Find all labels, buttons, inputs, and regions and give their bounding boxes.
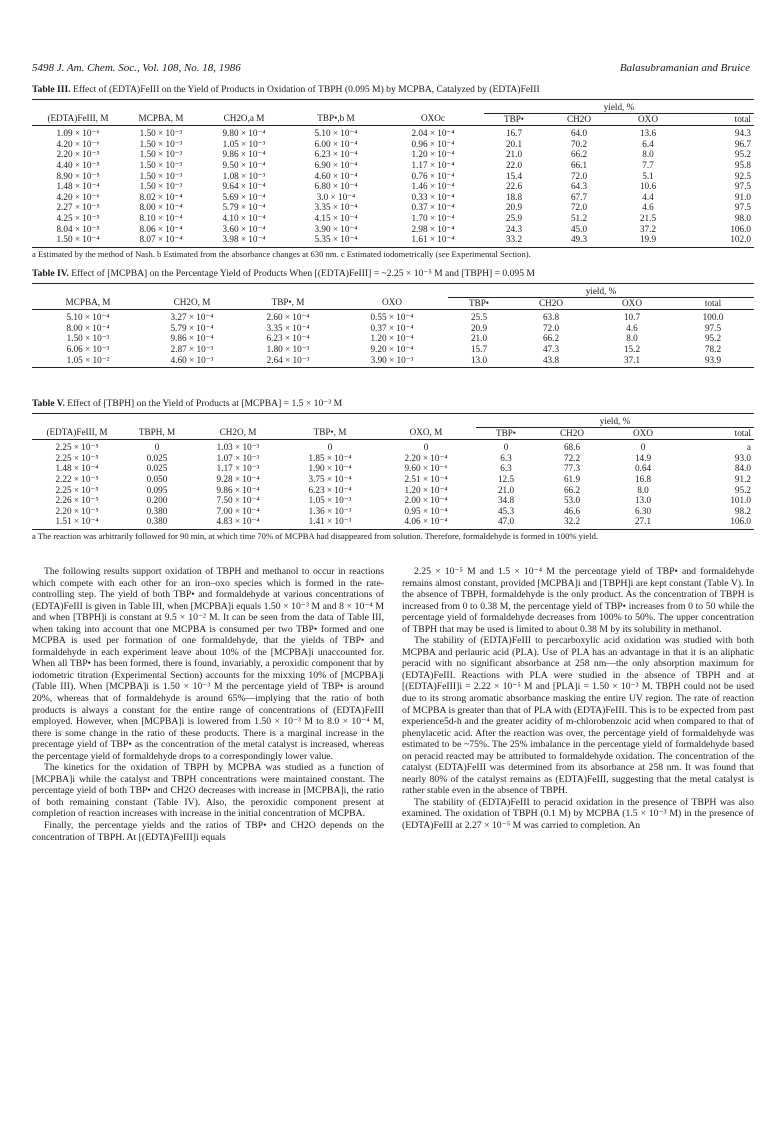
table-cell: 2.98 × 10⁻⁴ <box>411 223 455 234</box>
table-cell: 94.3 <box>734 128 751 139</box>
table-cell: 21.0 <box>470 333 488 344</box>
table5-col-header: OXO <box>608 427 678 440</box>
table5-col-header: OXO, M <box>376 427 476 440</box>
table-cell: 4.25 × 10⁻⁵ <box>56 212 100 223</box>
table-cell: 9.86 × 10⁻⁴ <box>216 484 260 495</box>
table-cell: 3.60 × 10⁻⁴ <box>222 223 266 234</box>
table-cell: 68.6 <box>563 442 581 453</box>
table-cell: 1.20 × 10⁻⁴ <box>404 484 448 495</box>
table-cell: 6.23 × 10⁻⁴ <box>314 149 358 160</box>
table-cell: 0.96 × 10⁻⁴ <box>411 138 455 149</box>
running-header-right: Balasubramanian and Bruice <box>619 62 750 74</box>
table-cell: 0.55 × 10⁻⁴ <box>370 312 414 323</box>
table4-col-header: OXO <box>336 297 448 310</box>
table-cell: 1.50 × 10⁻³ <box>139 128 183 139</box>
table-cell: 61.9 <box>563 473 581 484</box>
table5-col-header: CH2O, M <box>192 427 284 440</box>
table-cell: 9.60 × 10⁻⁶ <box>404 463 448 474</box>
table5-col-header: TBPH, M <box>122 427 192 440</box>
table-cell: 2.25 × 10⁻⁵ <box>55 484 99 495</box>
table-cell: 6.3 <box>500 463 512 474</box>
table-row <box>32 506 754 517</box>
table-cell: 1.50 × 10⁻³ <box>139 138 183 149</box>
table-cell: 2.87 × 10⁻³ <box>170 343 214 354</box>
table-cell: 46.6 <box>563 505 581 516</box>
table-cell: 24.3 <box>505 223 523 234</box>
table-cell: 2.20 × 10⁻⁴ <box>404 452 448 463</box>
table-cell: 9.64 × 10⁻⁴ <box>222 181 266 192</box>
table4-caption <box>32 268 754 280</box>
table-cell: 37.1 <box>623 354 641 365</box>
table-cell: 12.5 <box>497 473 515 484</box>
table-cell: 66.1 <box>570 159 588 170</box>
body-column-right <box>402 566 754 832</box>
table-cell: 2.64 × 10⁻³ <box>266 354 310 365</box>
table-cell: 8.0 <box>637 484 649 495</box>
table-cell: 9.80 × 10⁻⁴ <box>222 128 266 139</box>
table-cell: 51.2 <box>570 212 588 223</box>
table-cell: 2.04 × 10⁻⁴ <box>411 128 455 139</box>
table-cell: 1.17 × 10⁻³ <box>216 463 260 474</box>
body-paragraph: The kinetics for the oxidation of TBPH by MCPBA was studied as a function of [MCPBA]i while the catalyst and TBPH concentrations were maintained constant. The percentage yield of both TBP• and CH2O decreases with increase in [MCPBA]i, the ratio of both remaining constant (Table IV). Also, the peroxidic component present at completion of reaction increases with increase in the initial concentration of MCPBA. <box>32 762 384 820</box>
table5-col-header: TBP• <box>476 427 536 440</box>
table-cell: 6.80 × 10⁻⁴ <box>314 181 358 192</box>
table-cell: 2.27 × 10⁻⁵ <box>56 202 100 213</box>
table-cell: 3.27 × 10⁻⁴ <box>170 312 214 323</box>
table-cell: 8.00 × 10⁻⁴ <box>66 322 110 333</box>
table-cell: 1.36 × 10⁻³ <box>308 505 352 516</box>
table-cell: 4.83 × 10⁻⁴ <box>216 516 260 527</box>
table-cell: 47.3 <box>542 343 560 354</box>
table-row <box>32 495 754 506</box>
table4-label: Table IV. <box>32 268 69 279</box>
table-cell: 2.25 × 10⁻⁵ <box>55 442 99 453</box>
table5-col-header: (EDTA)FeIII, M <box>32 427 122 440</box>
table-cell: 4.6 <box>642 202 654 213</box>
table-cell: 20.9 <box>505 202 523 213</box>
table-row <box>32 192 754 203</box>
table-cell: 0.380 <box>146 505 168 516</box>
table-cell: 1.51 × 10⁻⁴ <box>55 516 99 527</box>
table-cell: 4.40 × 10⁻⁵ <box>56 159 100 170</box>
body-column-left <box>32 566 384 843</box>
table-cell: 18.8 <box>505 191 523 202</box>
table-cell: 3.75 × 10⁻⁴ <box>308 473 352 484</box>
table-cell: 22.6 <box>505 181 523 192</box>
table-row <box>32 202 754 213</box>
table-cell: 1.05 × 10⁻³ <box>222 138 266 149</box>
table-cell: 2.20 × 10⁻⁵ <box>56 149 100 160</box>
table-cell: 13.0 <box>470 354 488 365</box>
body-paragraph: The stability of (EDTA)FeIII to peracid oxidation in the presence of TBPH was also examined. The oxidation of TBPH (0.1 M) by MCPBA (1.5 × 10⁻³ M) in the presence of (EDTA)FeIII at 2.27 × 10⁻⁵ M was carried to completion. An <box>402 796 754 832</box>
table-cell: 9.50 × 10⁻⁴ <box>222 159 266 170</box>
table-cell: 16.7 <box>505 128 523 139</box>
table3-col-header: CH2O,a M <box>198 113 290 126</box>
table-cell: 66.2 <box>563 484 581 495</box>
table3-col-header: CH2O <box>544 113 614 126</box>
table-cell: 13.6 <box>639 128 657 139</box>
table-cell: 3.90 × 10⁻³ <box>370 354 414 365</box>
table-cell: 0.050 <box>146 473 168 484</box>
table-cell: 9.28 × 10⁻⁴ <box>216 473 260 484</box>
table-cell: 5.35 × 10⁻⁴ <box>314 234 358 245</box>
table-row <box>32 160 754 171</box>
table4-title: Effect of [MCPBA] on the Percentage Yield of Products When [(EDTA)FeIII] = ~2.25 × 10⁻⁵ M and [TBPH] = 0.095 M <box>71 268 535 279</box>
table-cell: 3.0 × 10⁻⁴ <box>316 191 356 202</box>
table-cell: 8.06 × 10⁻⁴ <box>139 223 183 234</box>
table-cell: 1.03 × 10⁻³ <box>216 442 260 453</box>
table-cell: 4.6 <box>626 322 638 333</box>
table-cell: 97.5 <box>704 322 722 333</box>
table-cell: 19.9 <box>639 234 657 245</box>
table-cell: 93.9 <box>704 354 722 365</box>
table-cell: 100.0 <box>702 312 724 323</box>
table-cell: 2.60 × 10⁻⁴ <box>266 312 310 323</box>
table-cell: 21.0 <box>497 484 515 495</box>
table-cell: 0.37 × 10⁻⁴ <box>370 322 414 333</box>
table-cell: 0.025 <box>146 452 168 463</box>
table-cell: 1.46 × 10⁻⁴ <box>411 181 455 192</box>
table-cell: 0 <box>327 442 333 453</box>
table-cell: 0.76 × 10⁻⁴ <box>411 170 455 181</box>
table-cell: 91.2 <box>734 473 751 484</box>
table-cell: 6.23 × 10⁻⁴ <box>266 333 310 344</box>
table-cell: 5.79 × 10⁻⁴ <box>222 202 266 213</box>
table-cell: 0 <box>154 442 160 453</box>
table3-yield-header: yield, % <box>484 100 754 114</box>
table-row <box>32 344 754 355</box>
table-cell: 1.05 × 10⁻² <box>66 354 110 365</box>
table-cell: 6.90 × 10⁻⁴ <box>314 159 358 170</box>
table-cell: 8.10 × 10⁻⁴ <box>139 212 183 223</box>
table-cell: 95.2 <box>734 484 751 495</box>
table-cell: 4.4 <box>642 191 654 202</box>
table-cell: 5.1 <box>642 170 654 181</box>
table-cell: 21.0 <box>505 149 523 160</box>
running-header-left: 5498 J. Am. Chem. Soc., Vol. 108, No. 18, 1986 <box>32 62 241 74</box>
table-cell: 3.98 × 10⁻⁴ <box>222 234 266 245</box>
table3-col-header: OXO <box>614 113 682 126</box>
table-cell: 1.50 × 10⁻³ <box>139 181 183 192</box>
table-cell: 95.2 <box>704 333 722 344</box>
table4-col-header: MCPBA, M <box>32 297 144 310</box>
table-cell: 0.095 <box>146 484 168 495</box>
table-cell: 91.0 <box>734 191 751 202</box>
table3-col-header: OXOc <box>382 113 484 126</box>
table-cell: 84.0 <box>734 463 751 474</box>
table-cell: 13.0 <box>634 495 652 506</box>
table-cell: 0.025 <box>146 463 168 474</box>
table-cell: 93.0 <box>734 452 751 463</box>
table-cell: 0.64 <box>634 463 652 474</box>
table-cell: 0 <box>423 442 429 453</box>
table-cell: 1.90 × 10⁻⁴ <box>308 463 352 474</box>
table-cell: 8.07 × 10⁻⁴ <box>139 234 183 245</box>
table-cell: 97.5 <box>734 202 751 213</box>
table5-caption <box>32 398 754 410</box>
table-cell: 6.23 × 10⁻⁴ <box>308 484 352 495</box>
body-paragraph: 2.25 × 10⁻⁵ M and 1.5 × 10⁻⁴ M the percentage yield of TBP• and formaldehyde remains almost constant, provided [MCPBA]i and [TBPH]i are kept constant (Table V). In the absence of TBPH, formaldehyde is the only product. As the concentration of TBPH is increased from 0 to 0.38 M, the percentage yield of TBP• increases from 0 to 50 while the percentage yield of formaldehyde decreases from 100% to 50%. The upper concentration of TBPH that may be used is limited to about 0.38 M by its solubility in methanol. <box>402 566 754 635</box>
table-cell: 4.15 × 10⁻⁴ <box>314 212 358 223</box>
table-cell: 2.20 × 10⁻⁵ <box>55 505 99 516</box>
table-row <box>32 139 754 150</box>
table-cell: 106.0 <box>730 223 751 234</box>
table-cell: 66.2 <box>542 333 560 344</box>
table-cell: 20.9 <box>470 322 488 333</box>
table4-col-header: CH2O <box>510 297 592 310</box>
table-cell: 3.90 × 10⁻⁴ <box>314 223 358 234</box>
table-cell: 98.0 <box>734 212 751 223</box>
table-cell: 77.3 <box>563 463 581 474</box>
table3-col-header: TBP• <box>484 113 544 126</box>
table-row <box>32 440 754 453</box>
table-cell: 1.07 × 10⁻³ <box>216 452 260 463</box>
table-cell: 3.35 × 10⁻⁴ <box>314 202 358 213</box>
table-cell: 72.0 <box>542 322 560 333</box>
body-paragraph: Finally, the percentage yields and the ratios of TBP• and CH2O depends on the concentration of TBPH. At [(EDTA)FeIII]i equals <box>32 820 384 843</box>
table-cell: 16.8 <box>634 473 652 484</box>
table-cell: 92.5 <box>734 170 751 181</box>
table5 <box>32 413 754 530</box>
body-paragraph: The following results support oxidation of TBPH and methanol to occur in reactions which compete with each other for an iron–oxo species which is formed in the rate-controlling step. The yield of both TBP• and formaldehyde at various concentrations of (EDTA)FeIII is given in Table III, when [MCPBA]i equals 1.50 × 10⁻³ M and 8 × 10⁻⁴ M and when [TBPH]i is constant at 9.5 × 10⁻² M. It can be seen from the data of Table III, when taking into account that one MCPBA is consumed per two TBP• formed and one MCPBA is used per formation of one formaldehyde, that the yields of TBP• and formaldehyde in each experiment leave about 10% of the [MCPBA]i unaccounted for. When all TBP• has been formed, there is found, invariably, a peroxidic component that by iodometric titration (Experimental Section) accounts for the mixxing 10% of [MCPBA]i (Table III). When [MCPBA]i is 1.50 × 10⁻³ M the percentage yield of TBP• is around 20%, whereas that of formaldehyde is around 65%—implying that the ratio of both products is always a constant for the entire range of concentrations of (EDTA)FeIII employed. However, when [MCPBA]i is lowered from 1.50 × 10⁻³ M to 8.0 × 10⁻⁴ M, there is some change in the ratio of these products. There is a marginal increase in the precentage yield of TBP• as the concentration of the metal catalyst is increased, whereas the percentage yield of formaldehyde drops to a correspondingly lower value. <box>32 566 384 762</box>
table-cell: 8.02 × 10⁻⁴ <box>139 191 183 202</box>
table-cell: 1.50 × 10⁻⁴ <box>56 234 100 245</box>
table-cell: 1.41 × 10⁻³ <box>308 516 352 527</box>
table5-col-header: CH2O <box>536 427 608 440</box>
table-row <box>32 453 754 464</box>
table-cell: 64.0 <box>570 128 588 139</box>
table-cell: 33.2 <box>505 234 523 245</box>
table-cell: 49.3 <box>570 234 588 245</box>
table-cell: 15.7 <box>470 343 488 354</box>
table-cell: 78.2 <box>704 343 722 354</box>
table-row <box>32 474 754 485</box>
table-cell: 9.86 × 10⁻⁴ <box>222 149 266 160</box>
table-cell: 0.95 × 10⁻⁴ <box>404 505 448 516</box>
table-cell: 0.37 × 10⁻⁴ <box>411 202 455 213</box>
table-cell: 101.0 <box>730 495 751 506</box>
table-cell: 97.5 <box>734 181 751 192</box>
table3-title: Effect of (EDTA)FeIII on the Yield of Products in Oxidation of TBPH (0.095 M) by MCPBA, Catalyzed by (EDTA)FeIII <box>72 84 540 95</box>
table-cell: 15.2 <box>623 343 641 354</box>
table-cell: 0 <box>503 442 509 453</box>
table-cell: 15.4 <box>505 170 523 181</box>
table4-yield-header: yield, % <box>448 284 754 298</box>
table-cell: 7.50 × 10⁻⁴ <box>216 495 260 506</box>
table-cell: 20.1 <box>505 138 523 149</box>
table-row <box>32 485 754 496</box>
table-cell: 9.20 × 10⁻⁴ <box>370 343 414 354</box>
table-cell: 25.5 <box>470 312 488 323</box>
table-row <box>32 234 754 247</box>
table-cell: 98.2 <box>734 505 751 516</box>
table-cell: 1.61 × 10⁻⁴ <box>411 234 455 245</box>
table-row <box>32 149 754 160</box>
table-cell: 10.7 <box>623 312 641 323</box>
table-cell: 72.0 <box>570 170 588 181</box>
table3 <box>32 99 754 248</box>
table-cell: 95.2 <box>734 149 751 160</box>
table4-col-header: OXO <box>592 297 672 310</box>
table-cell: 3.35 × 10⁻⁴ <box>266 322 310 333</box>
body-paragraph: The stability of (EDTA)FeIII to percarboxylic acid oxidation was studied with both MCPBA and perlauric acid (PLA). Use of PLA has an advantage in that it is an aliphatic peracid with no significant absorbance at 258 nm—the only absorption maximum for (EDTA)FeIII. Reactions with PLA were studied in the absence of TBPH and at [(EDTA)FeIII]i = 2.22 × 10⁻⁵ M and [PLA]i = 1.50 × 10⁻³ M. TBPH could not be used due to its strong aromatic absorbance masking the entire UV region. The rate of reaction of MCPBA is greater than that of PLA with (EDTA)FeIII. This is to be expected from past experience5d-h and the greater acidity of m-chlorobenzoic acid when compared to that of phenylacetic acid. After the reaction was over, the percentage yield of formaldehyde was estimated to be ~75%. The 25% imbalance in the percentage yield of formaldehyde based on peracid reacted may be attributed to formaldehyde oxidation. The concentration of the catalyst (EDTA)FeIII was determined from its absorbance at 258 nm. It was found that nearly 80% of the catalyst remains as (EDTA)FeIII, suggesting that the metal catalyst is rather stable even in the absence of TBPH. <box>402 635 754 797</box>
table-cell: 6.3 <box>500 452 512 463</box>
table-row <box>32 310 754 323</box>
table-cell: 5.10 × 10⁻⁴ <box>314 128 358 139</box>
table3-col-header: total <box>682 113 754 126</box>
table-cell: 8.90 × 10⁻⁵ <box>56 170 100 181</box>
table-cell: 2.51 × 10⁻⁴ <box>404 473 448 484</box>
table5-col-header: total <box>678 427 754 440</box>
table-row <box>32 181 754 192</box>
table-cell: 4.20 × 10⁻⁶ <box>56 191 100 202</box>
table-row <box>32 516 754 529</box>
table-cell: 8.00 × 10⁻⁴ <box>139 202 183 213</box>
table-cell: 1.20 × 10⁻⁴ <box>370 333 414 344</box>
table-cell: 0 <box>640 442 646 453</box>
table3-footnote: a Estimated by the method of Nash. b Estimated from the absorbance changes at 630 nm. c Estimated iodometrically (see Experimental Section). <box>32 249 531 259</box>
table-cell: 66.2 <box>570 149 588 160</box>
table-cell: 8.0 <box>626 333 638 344</box>
table5-label: Table V. <box>32 398 65 409</box>
table-cell: 6.00 × 10⁻⁴ <box>314 138 358 149</box>
table3-label: Table III. <box>32 84 71 95</box>
table-cell: 63.8 <box>542 312 560 323</box>
table-cell: 21.5 <box>639 212 657 223</box>
table-cell: 9.86 × 10⁻⁴ <box>170 333 214 344</box>
table-cell: 1.09 × 10⁻⁶ <box>56 128 100 139</box>
table-cell: 5.69 × 10⁻⁴ <box>222 191 266 202</box>
table-cell: 1.48 × 10⁻⁴ <box>55 463 99 474</box>
table-cell: 0.380 <box>146 516 168 527</box>
table-cell: 102.0 <box>730 234 751 245</box>
table-cell: 2.22 × 10⁻⁵ <box>55 473 99 484</box>
table-cell: 6.30 <box>634 505 652 516</box>
table-cell: 1.70 × 10⁻⁴ <box>411 212 455 223</box>
table-cell: 4.60 × 10⁻⁴ <box>314 170 358 181</box>
table-cell: 4.10 × 10⁻⁴ <box>222 212 266 223</box>
table5-col-header: TBP•, M <box>284 427 376 440</box>
table-cell: 45.0 <box>570 223 588 234</box>
table3-col-header: TBP•,b M <box>290 113 382 126</box>
table-row <box>32 213 754 224</box>
table-cell: 8.04 × 10⁻⁵ <box>56 223 100 234</box>
table-cell: 6.06 × 10⁻³ <box>66 343 110 354</box>
table-cell: 72.0 <box>570 202 588 213</box>
table-cell: 27.1 <box>634 516 652 527</box>
table-cell: 5.79 × 10⁻⁴ <box>170 322 214 333</box>
table5-yield-header: yield, % <box>476 414 754 428</box>
table-cell: 2.26 × 10⁻⁵ <box>55 495 99 506</box>
table-cell: 8.0 <box>642 149 654 160</box>
table-cell: 1.20 × 10⁻⁴ <box>411 149 455 160</box>
table-cell: 72.2 <box>563 452 581 463</box>
table-cell: 6.4 <box>642 138 654 149</box>
table-cell: 0.200 <box>146 495 168 506</box>
table-cell: 70.2 <box>570 138 588 149</box>
table-cell: 67.7 <box>570 191 588 202</box>
table-cell: 1.48 × 10⁻⁴ <box>56 181 100 192</box>
table-cell: 1.17 × 10⁻⁴ <box>411 159 455 170</box>
table-cell: 106.0 <box>730 516 751 527</box>
table-cell: 2.00 × 10⁻⁴ <box>404 495 448 506</box>
table3-col-header: (EDTA)FeIII, M <box>32 113 124 126</box>
table-cell: 4.60 × 10⁻³ <box>170 354 214 365</box>
table-cell: 1.50 × 10⁻³ <box>139 149 183 160</box>
table-cell: 10.6 <box>639 181 657 192</box>
table4-col-header: TBP•, M <box>240 297 336 310</box>
table-cell: 1.05 × 10⁻³ <box>308 495 352 506</box>
table5-title: Effect of [TBPH] on the Yield of Products at [MCPBA] = 1.5 × 10⁻³ M <box>67 398 343 409</box>
table-cell: 47.0 <box>497 516 515 527</box>
table4-col-header: TBP• <box>448 297 510 310</box>
table-cell: 2.25 × 10⁻⁵ <box>55 452 99 463</box>
table-row <box>32 323 754 334</box>
table-cell: 1.85 × 10⁻⁴ <box>308 452 352 463</box>
table4-col-header: total <box>672 297 754 310</box>
table-cell: 45.3 <box>497 505 515 516</box>
table-cell: 14.9 <box>634 452 652 463</box>
table-cell: 4.20 × 10⁻⁶ <box>56 138 100 149</box>
table-cell: 1.50 × 10⁻³ <box>139 170 183 181</box>
table-row <box>32 355 754 368</box>
table-cell: 5.10 × 10⁻⁴ <box>66 312 110 323</box>
table-row <box>32 333 754 344</box>
table-cell: 22.0 <box>505 159 523 170</box>
table-cell: 53.0 <box>563 495 581 506</box>
table-cell: 1.50 × 10⁻³ <box>139 159 183 170</box>
table3-caption <box>32 84 754 96</box>
table-cell: 95.8 <box>734 159 751 170</box>
table-cell: 4.06 × 10⁻⁴ <box>404 516 448 527</box>
table4 <box>32 283 754 368</box>
table4-col-header: CH2O, M <box>144 297 240 310</box>
table-row <box>32 171 754 182</box>
table-cell: 43.8 <box>542 354 560 365</box>
table5-footnote: a The reaction was arbitrarily followed for 90 min, at which time 70% of MCPBA had disappeared from solution. Therefore, formaldehyde is formed in 100% yield. <box>32 531 599 541</box>
table-cell: 0.33 × 10⁻⁴ <box>411 191 455 202</box>
table3-col-header: MCPBA, M <box>124 113 198 126</box>
table-row <box>32 463 754 474</box>
table-cell: 1.80 × 10⁻³ <box>266 343 310 354</box>
table-cell: 1.50 × 10⁻³ <box>66 333 110 344</box>
table-cell: 64.3 <box>570 181 588 192</box>
table-cell: 34.8 <box>497 495 515 506</box>
table-cell: 96.7 <box>734 138 751 149</box>
table-cell: 1.08 × 10⁻³ <box>222 170 266 181</box>
table-row <box>32 224 754 235</box>
table-cell: 7.00 × 10⁻⁴ <box>216 505 260 516</box>
table-cell: 7.7 <box>642 159 654 170</box>
table-cell: 37.2 <box>639 223 657 234</box>
table-cell: 32.2 <box>563 516 581 527</box>
table-cell: a <box>746 442 751 453</box>
table-cell: 25.9 <box>505 212 523 223</box>
table-row <box>32 126 754 139</box>
